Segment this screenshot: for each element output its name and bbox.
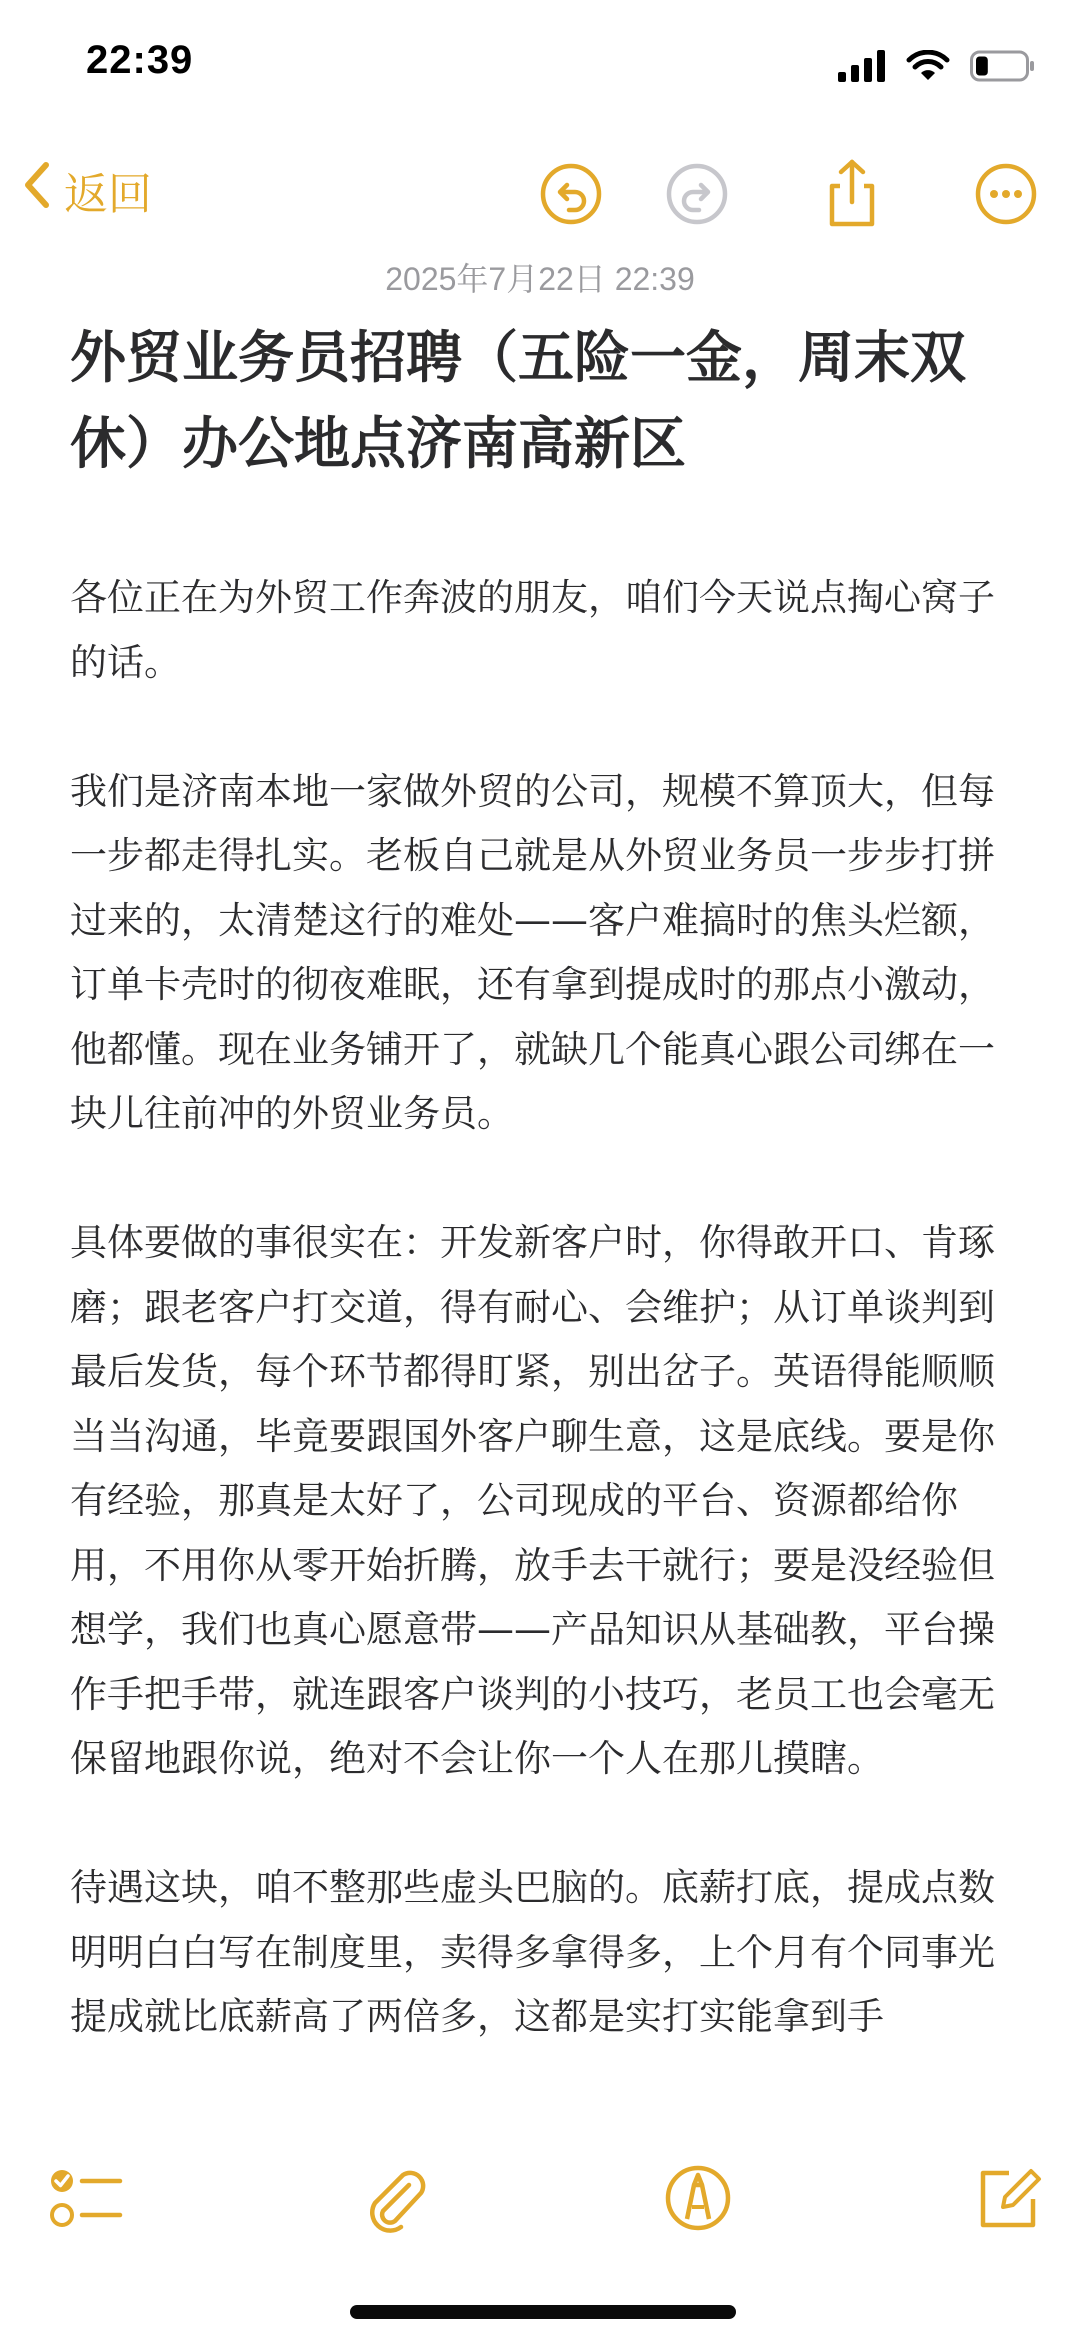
home-indicator[interactable] — [350, 2305, 736, 2319]
more-icon[interactable] — [970, 158, 1042, 230]
chevron-left-icon — [22, 161, 50, 220]
nav-bar — [0, 150, 1080, 240]
note-date: 2025年7月22日 22:39 — [385, 261, 695, 297]
status-icons — [838, 50, 1036, 86]
attachment-icon[interactable] — [356, 2158, 436, 2238]
wifi-icon — [906, 50, 950, 86]
checklist-icon[interactable] — [46, 2158, 126, 2238]
back-button[interactable] — [22, 158, 152, 222]
battery-icon — [970, 50, 1036, 86]
note-title[interactable]: 外贸业务员招聘（五险一金，周末双休）办公地点济南高新区 — [70, 326, 966, 477]
note-body[interactable] — [70, 566, 1010, 2114]
status-bar — [0, 0, 1080, 130]
redo-icon[interactable] — [661, 158, 733, 230]
note-paragraph: 待遇这块，咱不整那些虚头巴脑的。底薪打底，提成点数明明白白写在制度里，卖得多拿得多，上个月有个同事光提成就比底薪高了两倍多，这都是实打实能拿到手 — [70, 1866, 995, 2038]
share-icon[interactable] — [816, 158, 888, 230]
markup-icon[interactable] — [658, 2158, 738, 2238]
status-time: 22:39 — [86, 38, 194, 82]
signal-icon — [838, 50, 886, 86]
bottom-toolbar — [0, 2148, 1080, 2248]
undo-icon[interactable] — [535, 158, 607, 230]
back-label: 返回 — [64, 169, 152, 220]
note-paragraph: 具体要做的事很实在：开发新客户时，你得敢开口、肯琢磨；跟老客户打交道，得有耐心、会维护；从订单谈判到最后发货，每个环节都得盯紧，别出岔子。英语得能顺顺当当沟通，毕竟要跟国外客户聊生意，这是底线。要是你有经验，那真是太好了，公司现成的平台、资源都给你用，不用你从零开始折腾，放手去干就行；要是没经验但想学，我们也真心愿意带——产品知识从基础教，平台操作手把手带，就连跟客户谈判的小技巧，老员工也会毫无保留地跟你说，绝对不会让你一个人在那儿摸瞎。 — [70, 1221, 995, 1780]
note-paragraph: 各位正在为外贸工作奔波的朋友，咱们今天说点掏心窝子的话。 — [70, 576, 995, 684]
compose-icon[interactable] — [968, 2158, 1048, 2238]
note-paragraph: 我们是济南本地一家做外贸的公司，规模不算顶大，但每一步都走得扎实。老板自己就是从外贸业务员一步步打拼过来的，太清楚这行的难处——客户难搞时的焦头烂额，订单卡壳时的彻夜难眠，还有拿到提成时的那点小激动，他都懂。现在业务铺开了，就缺几个能真心跟公司绑在一块儿往前冲的外贸业务员。 — [70, 769, 995, 1135]
